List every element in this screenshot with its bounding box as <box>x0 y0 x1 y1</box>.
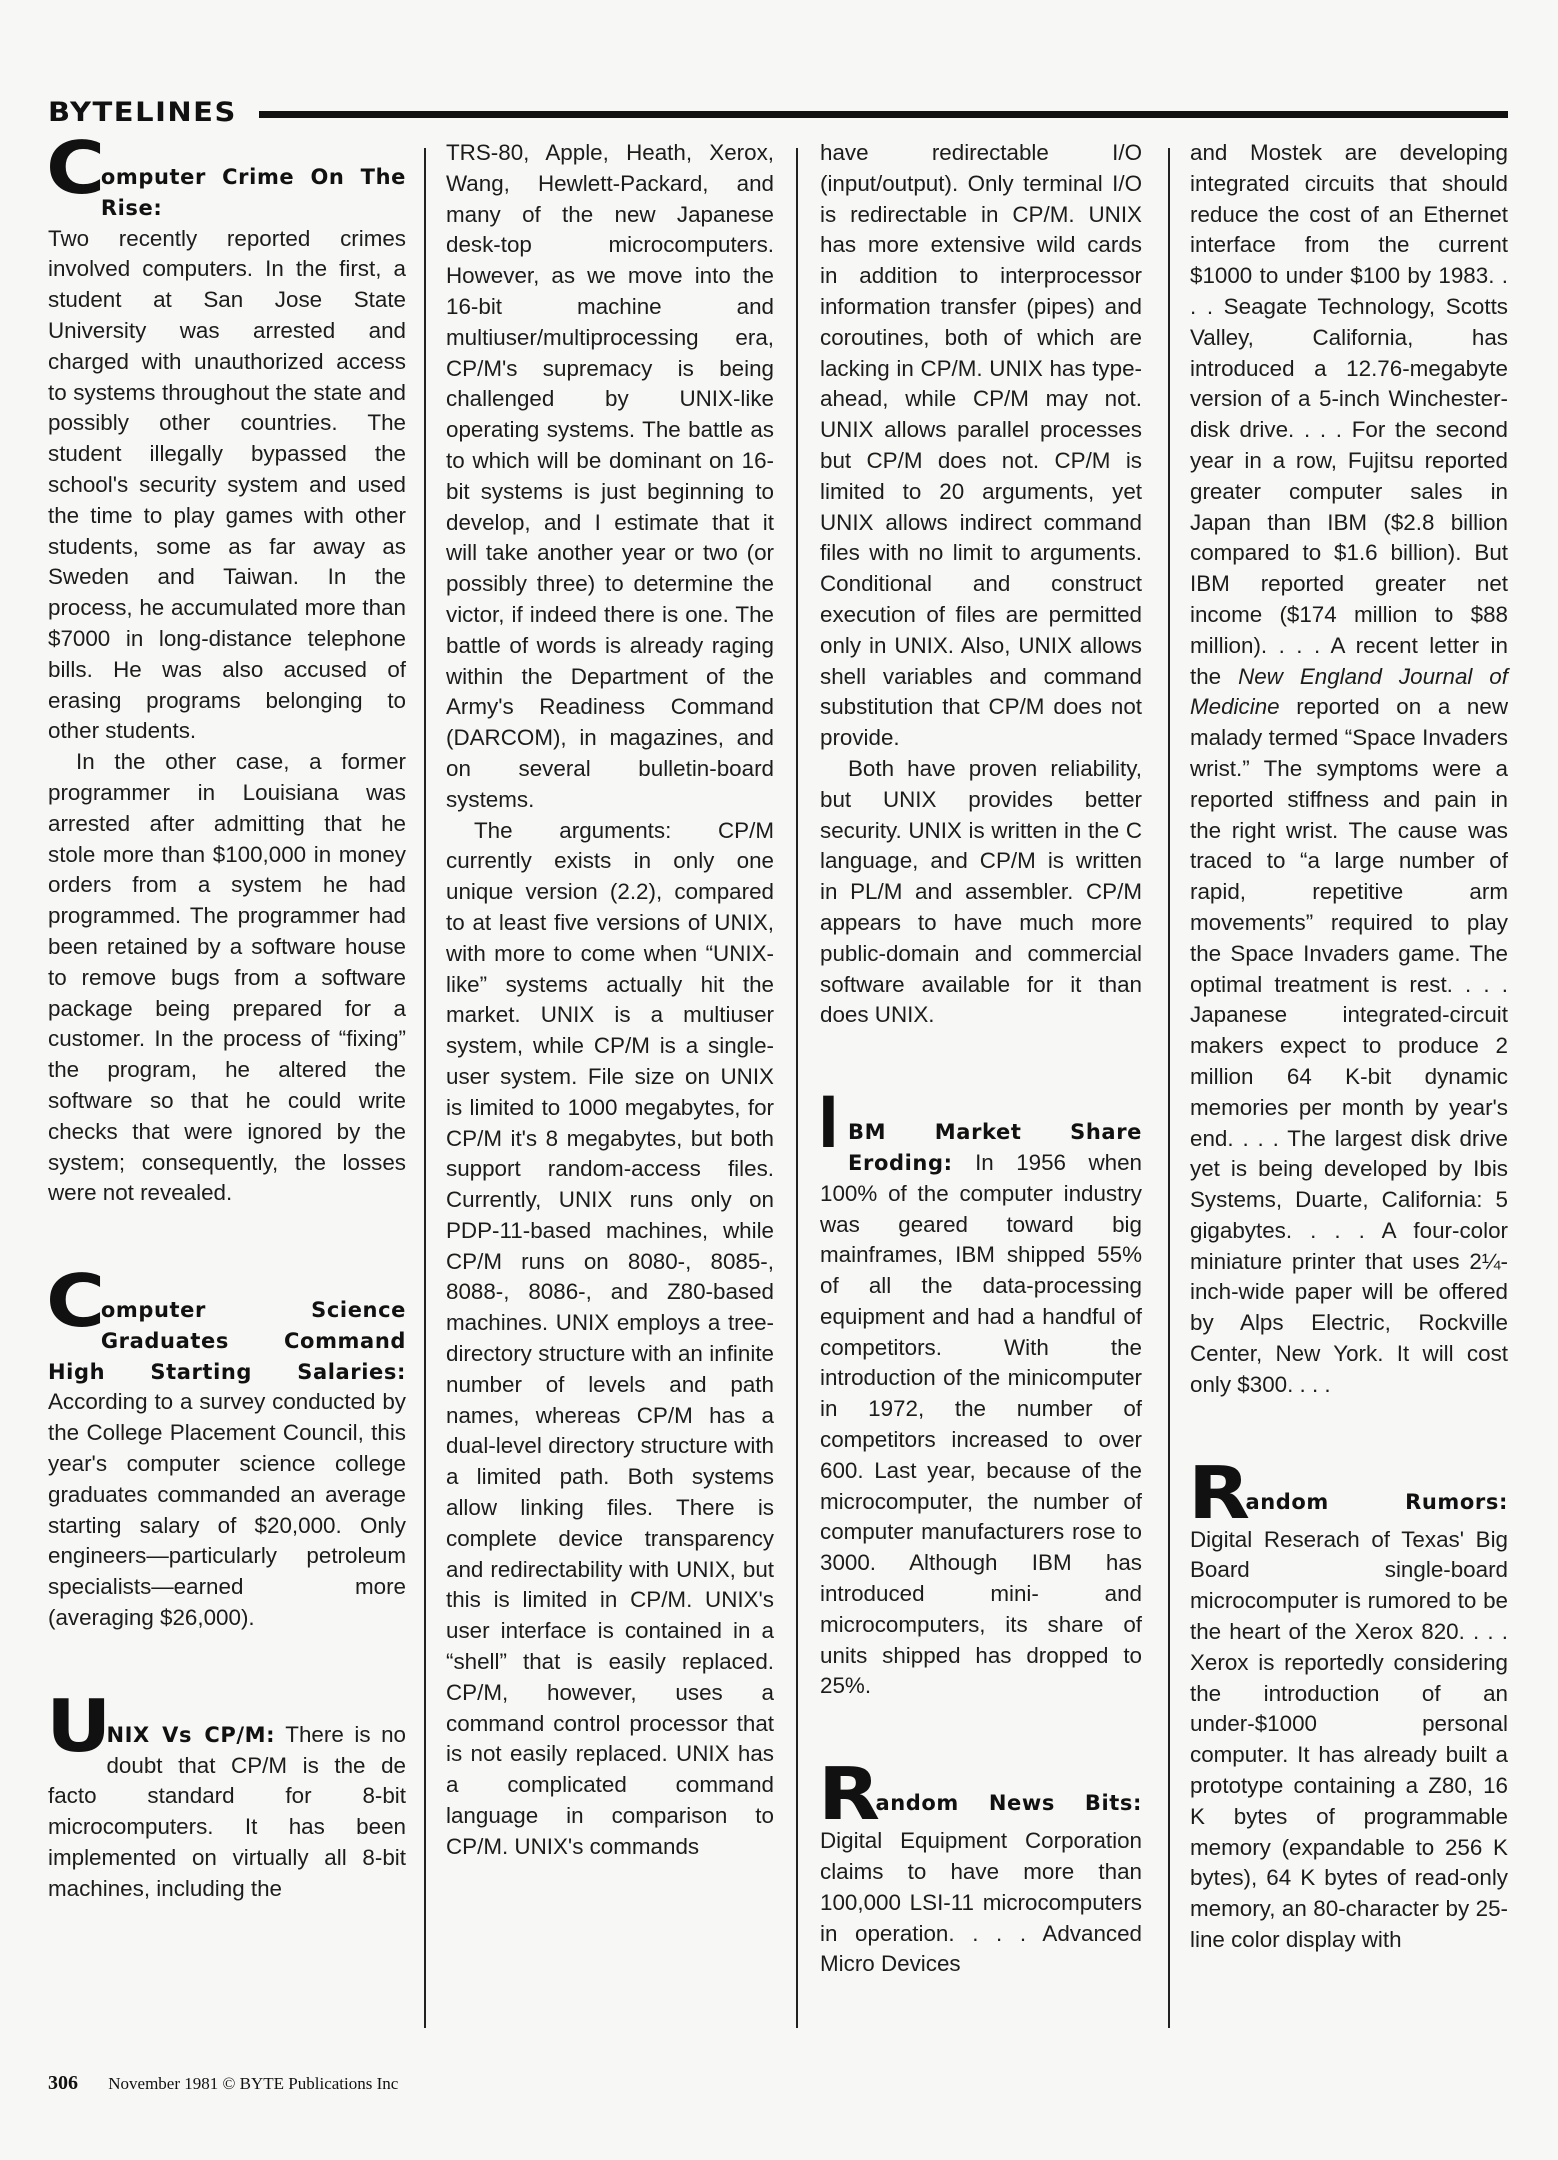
article-unix-vs-cpm <box>46 1683 406 1905</box>
article-paragraph: Both have proven reliability, but UNIX provides better security. UNIX is written in the C language, and CP/M is written in PL/M and assembler. CP/M appears to have much more public-domain and commercial software available for it than does UNIX. <box>820 755 1142 1028</box>
dropcap: C <box>46 126 106 210</box>
column-divider <box>796 148 798 2028</box>
article-text: reported on a new malady termed “Space Invaders wrist.” The symptoms were a reported stiffness and pain in the right wrist. The cause was traced to “a large number of rapid, repetitive arm movements” required to play the Space Invaders game. The optimal treatment is rest. . . . Japanese integrated-circuit makers expect to produce 2 million 64 K-bit dynamic memories per month by year's end. . . . The largest disk drive yet is being developed by Ibis Systems, Duarte, California: 5 gigabytes. . . . A four-color miniature printer that uses 2¼-inch-wide paper will be offered by Alps Electric, Rockville Center, New York. It will cost only $300. . . . <box>1190 694 1508 1397</box>
article-paragraph: Two recently reported crimes involved computers. In the first, a student at San Jose State University was arrested and charged with unauthorized access to systems throughout the state and possibly other countries. The student illegally bypassed the school's security system and used the time to play games with other students, some as far away as Sweden and Taiwan. In the process, he accumulated more than $7000 in long-distance telephone bills. He was also accused of erasing programs belonging to other students. <box>48 225 406 744</box>
dropcap: I <box>818 1082 839 1165</box>
dropcap: R <box>1188 1450 1251 1535</box>
article-paragraph: Digital Equipment Corporation claims to have more than 100,000 LSI-11 microcomputers in operation. . . . Advanced Micro Devices <box>820 1828 1142 1977</box>
article-paragraph: There is no doubt that CP/M is the de facto standard for 8-bit microcomputers. It has been implemented on virtually all 8-bit machines, including the <box>48 1721 406 1901</box>
column-divider <box>1168 148 1170 2028</box>
column-1 <box>46 126 406 1905</box>
section-header <box>48 92 1508 132</box>
journal-title: New England Journal of Medicine <box>1190 663 1508 720</box>
article-headline: andom News Bits: <box>875 1791 1142 1816</box>
column-4 <box>1190 138 1508 1956</box>
article-random-news-bits <box>818 1752 1142 1980</box>
article-computer-crime <box>46 126 406 1209</box>
header-rule <box>259 111 1508 118</box>
article-paragraph: In the other case, a former programmer in Louisiana was arrested after admitting that he stole more than $100,000 in money orders from a system he had programmed. The programmer had been retained by a software house to remove bugs from a software package being prepared for a customer. In the process of “fixing” the program, he altered the software so that he could write checks that were ignored by the system; consequently, the losses were not revealed. <box>48 749 406 1206</box>
article-paragraph: In 1956 when 100% of the computer industry was geared toward big mainframes, IBM shipped 55% of all the data-processing equipment and had a handful of competitors. With the introduction of the minicomputer in 1972, the number of competitors increased to over 600. Last year, because of the microcomputer, the number of computer manufacturers rose to 3000. Although IBM has introduced mini- and microcomputers, its share of units shipped has dropped to 25%. <box>820 1149 1142 1699</box>
article-headline: omputer Crime On The Rise: <box>100 165 406 220</box>
column-2 <box>446 138 774 1863</box>
dropcap: U <box>46 1683 112 1768</box>
article-headline: omputer Science Graduates Command High Starting Salaries: <box>48 1298 406 1384</box>
article-paragraph: TRS-80, Apple, Heath, Xerox, Wang, Hewlett-Packard, and many of the new Japanese desk-top microcomputers. However, as we move into the 16-bit machine and multiuser/multiprocessing era, CP/M's supremacy is being challenged by UNIX-like operating systems. The battle as to which will be dominant on 16-bit systems is just beginning to develop, and I estimate that it will take another year or two (or possibly three) to determine the victor, if indeed there is one. The battle of words is already raging within the Department of the Army's Readiness Command (DARCOM), in magazines, and on several bulletin-board systems. <box>446 140 774 812</box>
article-headline: andom Rumors: <box>1245 1489 1508 1514</box>
article-headline: NIX Vs CP/M: <box>106 1722 276 1747</box>
copyright-line: November 1981 © BYTE Publications Inc <box>108 2074 399 2093</box>
page-number: 306 <box>48 2072 78 2094</box>
news-bits-continued <box>1190 138 1508 1401</box>
dropcap: C <box>46 1259 106 1344</box>
article-text: and Mostek are developing integrated circuits that should reduce the cost of an Ethernet interface from the current $1000 to under $100 by 1983. . . . Seagate Technology, Scotts Valley, California, has introduced a 12.76-megabyte version of a 5-inch Winchester-disk drive. . . . For the second year in a row, Fujitsu reported greater computer sales in Japan than IBM ($2.8 billion compared to $1.6 billion). But IBM reported greater net income ($174 million to $88 million). . . . A recent letter in the <box>1190 140 1508 689</box>
article-headline: BM Market Share Eroding: <box>848 1120 1142 1175</box>
article-cs-salaries <box>46 1259 406 1634</box>
column-divider <box>424 148 426 2028</box>
article-paragraph: According to a survey conducted by the College Placement Council, this year's computer science college graduates commanded an average starting salary of $20,000. Only engineers—particularly petroleum specialists—earned more (averaging $26,000). <box>48 1389 406 1631</box>
column-3 <box>820 138 1142 1980</box>
article-ibm-market-share <box>818 1082 1142 1702</box>
article-paragraph: The arguments: CP/M currently exists in only one unique version (2.2), compared to at least five versions of UNIX, with more to come when “UNIX-like” systems actually hit the market. UNIX is a multiuser system, while CP/M is a single-user system. File size on UNIX is limited to 1000 megabytes, for CP/M it's 8 megabytes, but both support random-access files. Currently, UNIX runs only on PDP-11-based machines, while CP/M runs on 8080-, 8085-, 8088-, 8086-, and Z80-based machines. UNIX employs a tree-directory structure with an infinite number of levels and path names, whereas CP/M has a dual-level directory structure with a limited path. Both systems allow linking files. There is complete device transparency and redirectability with UNIX, but this is limited in CP/M. UNIX's user interface is contained in a “shell” that is easily replaced. CP/M, however, uses a command control processor that is not easily replaced. UNIX has a complicated command language in comparison to CP/M. UNIX's commands <box>446 817 774 1859</box>
article-paragraph: have redirectable I/O (input/output). Only terminal I/O is redirectable in CP/M. UNIX has more extensive wild cards in addition to interprocessor information transfer (pipes) and coroutines, both of which are lacking in CP/M. UNIX has type-ahead, while CP/M may not. UNIX allows parallel processes but CP/M does not. CP/M is limited to 20 arguments, yet UNIX allows indirect command files with no limit to arguments. Conditional and construct execution of files are permitted only in UNIX. Also, UNIX allows shell variables and command substitution that CP/M does not provide. <box>820 140 1142 751</box>
article-paragraph: Digital Reserach of Texas' Big Board single-board microcomputer is rumored to be the heart of the Xerox 820. . . . Xerox is reportedly considering the introduction of an under-$1000 personal computer. It has already built a prototype containing a Z80, 16 K bytes of programmable memory (expandable to 256 K bytes), 64 K bytes of read-only memory, an 80-character by 25-line color display with <box>1190 1526 1508 1953</box>
article-random-rumors <box>1188 1450 1508 1956</box>
dropcap: R <box>818 1752 881 1837</box>
page-footer <box>48 2072 398 2095</box>
section-title: BYTELINES <box>48 96 237 128</box>
